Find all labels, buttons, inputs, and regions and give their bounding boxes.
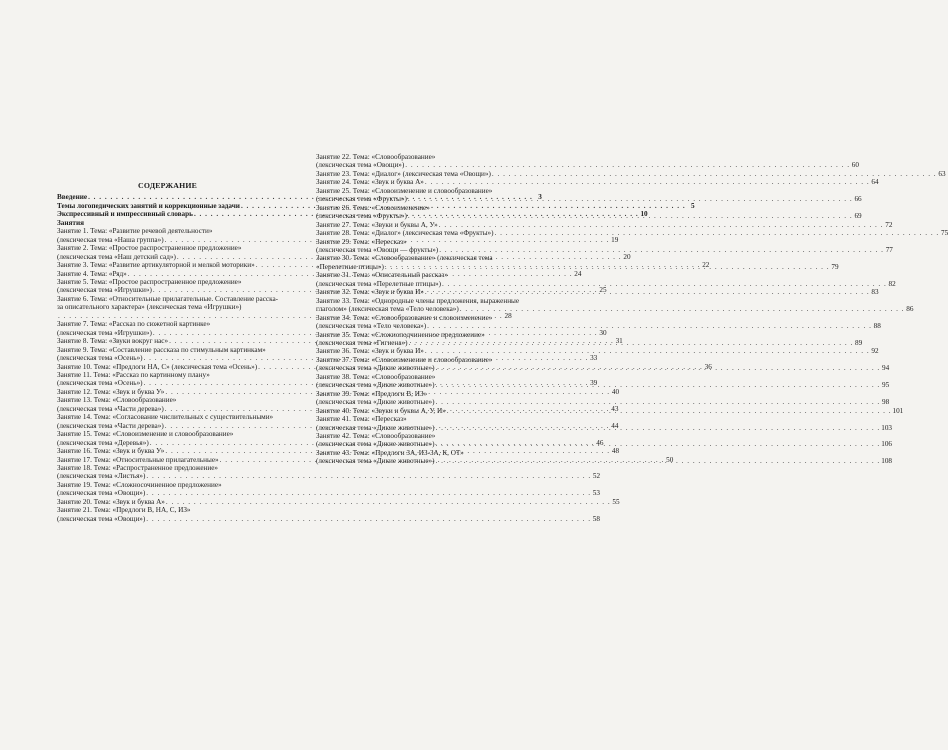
toc-lesson-line: за описательного характера» (лексическая тема «Игрушки»): [57, 303, 242, 312]
toc-lesson-text: глаголом» (лексическая тема «Тело человека»): [316, 305, 459, 314]
toc-leader-dots: [146, 489, 591, 497]
toc-lesson-entry: [57, 506, 600, 523]
toc-lesson-line: Занятие 31. Тема: «Описательный рассказ»: [316, 271, 448, 280]
toc-page-number: 55: [612, 497, 620, 506]
toc-leader-dots: [436, 398, 881, 406]
toc-lesson-line: Занятие 41. Тема: «Пересказ»: [316, 415, 407, 424]
toc-page-number: 48: [611, 447, 620, 456]
toc-lesson-line: Занятие 26. Тема: «Словоизменение»: [316, 203, 430, 212]
toc-page-number: 36: [704, 362, 712, 371]
toc-lesson-page-line: [57, 514, 600, 523]
toc-lesson-text: (лексическая тема «Дикие животные»): [316, 381, 435, 390]
toc-lesson-page-line: [57, 489, 600, 498]
toc-lesson-text: Занятие 24. Тема: «Звук и буква А»: [316, 178, 424, 187]
toc-lesson-text: (лексическая тема «Гигиена»): [316, 338, 408, 347]
toc-lesson-page-line: [316, 220, 893, 229]
toc-lesson-line: Занятие 22. Тема: «Словообразование»: [316, 153, 436, 161]
toc-lesson-text: Занятие 36. Тема: «Звук и буква И»: [316, 347, 424, 356]
toc-page-number: 52: [592, 472, 601, 481]
toc-leader-dots: [146, 515, 591, 523]
toc-page-number: 94: [882, 364, 890, 373]
toc-lesson-entry: [316, 347, 879, 356]
toc-lesson-text: Занятие 4. Тема: «Ряд»: [57, 269, 127, 278]
toc-leader-dots: [436, 440, 881, 448]
toc-leader-dots: [436, 457, 881, 465]
toc-page-number: 39: [590, 379, 598, 388]
toc-lesson-line: Занятие 13. Тема: «Словообразование»: [57, 396, 177, 405]
toc-lesson-text: (лексическая тема «Части дерева»): [57, 421, 164, 430]
toc-page-number: 53: [592, 489, 600, 498]
toc-lesson-line: Занятие 1. Тема: «Развитие речевой деятельности»: [57, 227, 213, 236]
toc-lesson-text: Занятие 3. Тема: «Развитие артикуляторной и мелкой моторики»: [57, 261, 255, 270]
toc-lesson-page-line: [316, 161, 859, 170]
toc-page-number: 101: [892, 406, 904, 415]
toc-page-number: 98: [882, 398, 890, 407]
toc-leader-dots: [442, 280, 887, 288]
toc-page-number: 95: [882, 381, 890, 390]
toc-lesson-entry: [57, 497, 620, 506]
toc-lesson-entry: [316, 186, 862, 204]
toc-lesson-line: Занятие 39. Тема: «Предлоги В, ИЗ»: [316, 389, 428, 398]
toc-lesson-entry: [57, 463, 601, 481]
toc-page-number: 46: [596, 438, 604, 447]
toc-lesson-text: Занятие 20. Тема: «Звук и буква А»: [57, 497, 165, 506]
toc-lesson-text: (лексическая тема «Дикие животные»): [316, 364, 435, 373]
toc-lesson-line: Занятие 11. Тема: «Рассказ по картинному плану»: [57, 370, 210, 379]
toc-lesson-text: Занятие 40. Тема: «Звуки и буквы А, У, И»: [316, 406, 446, 415]
toc-lesson-page-line: [316, 212, 862, 221]
toc-page-number: 20: [623, 252, 631, 261]
toc-page-number: 25: [599, 286, 607, 295]
toc-page-number: 63: [938, 169, 946, 178]
toc-lesson-text: (лексическая тема «Дикие животные»): [316, 440, 435, 449]
toc-lesson-text: (лексическая тема «Игрушки»): [57, 328, 152, 337]
toc-lesson-page-line: [316, 305, 914, 314]
toc-lesson-page-line: [316, 279, 896, 288]
toc-lesson-entry: [316, 169, 946, 178]
toc-lesson-page-line: [316, 229, 948, 238]
toc-leader-dots: [439, 221, 884, 229]
toc-lesson-line: Занятие 15. Тема: «Словоизменение и словообразование»: [57, 430, 234, 439]
toc-page-number: 79: [831, 262, 839, 271]
toc-lesson-page-line: [316, 169, 946, 178]
toc-lesson-line: Занятие 6. Тема: «Относительные прилагательные. Составление расска-: [57, 294, 279, 303]
toc-page-number: 83: [871, 288, 879, 297]
toc-lesson-text: (лексическая тема «Листья»): [57, 472, 146, 481]
toc-page-number: 58: [592, 514, 600, 523]
toc-page-number: 77: [885, 245, 893, 254]
toc-lesson-page-line: [57, 497, 620, 506]
toc-page-number: 86: [906, 305, 914, 314]
toc-page-number: 82: [888, 279, 896, 288]
toc-lesson-entry: [316, 229, 948, 238]
toc-lesson-page-line: [57, 472, 601, 481]
toc-lesson-text: Занятие 10. Тема: «Предлоги НА, С» (лексическая тема «Осень»): [57, 362, 258, 371]
toc-page-number: 31: [615, 337, 623, 346]
toc-leader-dots: [425, 178, 870, 186]
toc-page-number: 75: [941, 229, 948, 238]
toc-page-number: 19: [611, 235, 619, 244]
toc-heading: СОДЕРЖАНИЕ: [137, 181, 198, 190]
toc-page-number: 60: [851, 161, 859, 170]
toc-lesson-page-line: [316, 178, 879, 187]
toc-lesson-entry: [316, 153, 859, 170]
toc-leader-dots: [409, 339, 854, 347]
toc-lesson-text: (лексическая тема «Осень»): [57, 379, 143, 388]
toc-lesson-text: Занятие 16. Тема: «Звук и буква У»: [57, 447, 165, 456]
toc-lesson-line: Занятие 38. Тема: «Словообразование»: [316, 372, 436, 381]
toc-page-number: 106: [881, 440, 892, 449]
toc-page-number: 108: [881, 457, 892, 466]
toc-lesson-page-line: [316, 347, 879, 356]
toc-leader-dots: [427, 322, 872, 330]
toc-page-number: 64: [871, 178, 879, 187]
toc-page-number: 24: [574, 269, 582, 278]
toc-lesson-text: Занятие 12. Тема: «Звук и буква У»: [57, 387, 165, 396]
toc-lesson-line: Занятие 35. Тема: «Сложноподчиненное предложение»: [316, 330, 485, 339]
toc-page-number: 28: [504, 311, 512, 320]
toc-lesson-line: Занятие 30. Тема: «Словообразование» (лексическая тема: [316, 254, 493, 263]
toc-leader-dots: [436, 421, 881, 432]
toc-lesson-entry: [57, 480, 600, 498]
toc-lesson-line: Занятие 14. Тема: «Согласование числительных с существительными»: [57, 413, 274, 422]
toc-page-number: 40: [611, 387, 620, 396]
toc-leader-dots: [436, 381, 881, 389]
toc-lesson-line: Занятие 2. Тема: «Простое распространенное предложение»: [57, 244, 242, 253]
toc-lesson-text: (лексическая тема «Фрукты»): [316, 212, 407, 221]
toc-leader-dots: [495, 229, 940, 237]
toc-page-number: 50: [666, 455, 674, 464]
toc-leader-dots: [408, 212, 853, 220]
toc-leader-dots: [439, 246, 884, 254]
toc-page-number: 44: [611, 421, 619, 430]
toc-entry-intro: Введение . . . 3: [57, 193, 278, 201]
toc-lesson-text: Занятие 23. Тема: «Диалог» (лексическая тема «Овощи»): [316, 169, 491, 178]
toc-lesson-entry: [316, 311, 881, 331]
toc-lessons-title: Занятия: [57, 218, 84, 227]
toc-entry-vocabulary: Экспрессивный и импрессивный словарь . . . 10: [57, 210, 278, 218]
toc-lesson-text: (лексическая тема «Овощи»): [57, 514, 146, 523]
toc-lesson-line: Занятие 9. Тема: «Составление рассказа по стимульным картинкам»: [57, 345, 266, 354]
toc-lesson-text: (лексическая тема «Перелетные птицы»): [316, 279, 442, 288]
toc-lesson-text: Занятие 17. Тема: «Относительные прилагательные»: [57, 455, 219, 464]
toc-lesson-line: Занятие 34. Тема: «Словообразование и словоизменение»: [316, 313, 493, 322]
toc-leader-dots: [146, 472, 591, 480]
toc-lesson-text: Занятие 28. Тема: «Диалог» (лексическая тема «Фрукты»): [316, 229, 494, 238]
toc-lesson-text: (лексическая тема «Дикие животные»): [316, 398, 435, 407]
toc-lesson-line: Занятие 18. Тема: «Распространенное предложение»: [57, 463, 219, 472]
toc-leader-dots: [425, 288, 870, 296]
toc-lesson-text: Занятие 27. Тема: «Звуки и буквы А, У»: [316, 220, 438, 229]
toc-lesson-text: (лексическая тема «Наша группа»): [57, 235, 164, 244]
toc-page-number: 89: [855, 338, 863, 347]
toc-lesson-page-line: [316, 322, 881, 331]
toc-lesson-text: (лексическая тема «Игрушки»): [57, 286, 152, 295]
toc-lesson-text: (лексическая тема «Тело человека»): [316, 322, 427, 331]
toc-lesson-text: (лексическая тема «Осень»): [57, 354, 143, 363]
toc-lesson-page-line: [316, 245, 893, 254]
toc-lesson-text: (лексическая тема «Дикие животные»): [316, 457, 435, 466]
toc-page-number: 66: [854, 195, 862, 204]
toc-leader-dots: [166, 498, 611, 506]
toc-lesson-entry: [316, 220, 893, 229]
toc-lesson-line: Занятие 29. Тема: «Пересказ»: [316, 237, 407, 246]
toc-leader-dots: [385, 263, 830, 271]
toc-lesson-line: Занятие 37. Тема: «Словоизменение и словообразование»: [316, 355, 493, 364]
toc-lesson-line: Занятие 7. Тема: «Рассказ по сюжетной картинке»: [57, 320, 211, 329]
toc-lesson-page-line: [316, 195, 862, 204]
toc-page-number: 88: [873, 322, 881, 331]
toc-lesson-page-line: [316, 398, 890, 407]
toc-lesson-text: (лексическая тема «Дикие животные»): [316, 423, 435, 432]
toc-page-number: 43: [611, 404, 619, 413]
toc-lesson-entry: [316, 296, 914, 314]
toc-leader-dots: [408, 195, 853, 203]
toc-page-number: 30: [599, 328, 607, 337]
toc-page-number: 92: [871, 347, 879, 356]
toc-lesson-entry: [316, 178, 879, 187]
toc-lesson-line: Занятие 43. Тема: «Предлоги ЗА, ИЗ-ЗА, К, ОТ»: [316, 448, 464, 457]
toc-lesson-text: (лексическая тема «Фрукты»): [316, 195, 407, 204]
toc-leader-dots: [425, 347, 870, 355]
toc-leader-dots: [447, 404, 892, 415]
toc-leader-dots: [492, 170, 937, 178]
toc-page-number: 103: [881, 423, 892, 432]
toc-lesson-line: Занятие 25. Тема: «Словоизменение и словообразование»: [316, 186, 493, 195]
toc-page-number: 69: [854, 212, 862, 221]
toc-lesson-line: Занятие 42. Тема: «Словообразование»: [316, 431, 436, 440]
toc-lesson-text: (лексическая тема «Наш детский сад»): [57, 252, 176, 261]
toc-entry-topics: Темы логопедических занятий и коррекционные задачи . . . 5: [57, 202, 278, 210]
toc-lesson-line: Занятие 33. Тема: «Однородные члены предложения, выраженные: [316, 296, 520, 305]
toc-lesson-text: Занятие 32. Тема: «Звук и буква И»: [316, 288, 424, 297]
toc-lesson-text: «Перелетные птицы»): [316, 262, 384, 271]
toc-lesson-text: Занятие 8. Тема: «Звуки вокруг нас»: [57, 337, 169, 346]
toc-lesson-text: (лексическая тема «Части дерева»): [57, 404, 164, 413]
toc-leader-dots: [405, 161, 850, 169]
toc-page-number: 72: [885, 220, 893, 229]
toc-lesson-line: Занятие 5. Тема: «Простое распространенное предложение»: [57, 277, 242, 286]
toc-lesson-line: Занятие 21. Тема: «Предлоги В, НА, С, ИЗ»: [57, 506, 191, 515]
toc-leader-dots: [460, 305, 905, 313]
toc-lesson-line: Занятие 19. Тема: «Сложносочиненное предложение»: [57, 480, 222, 489]
toc-leader-dots: [436, 364, 881, 372]
toc-lesson-text: (лексическая тема «Овощи — фрукты»): [316, 245, 439, 254]
toc-lesson-text: (лексическая тема «Овощи»): [316, 161, 405, 170]
toc-page-number: 22: [702, 261, 710, 270]
toc-lesson-text: (лексическая тема «Деревья»): [57, 438, 149, 447]
toc-page-number: 33: [590, 354, 598, 363]
toc-lesson-text: (лексическая тема «Овощи»): [57, 489, 146, 498]
